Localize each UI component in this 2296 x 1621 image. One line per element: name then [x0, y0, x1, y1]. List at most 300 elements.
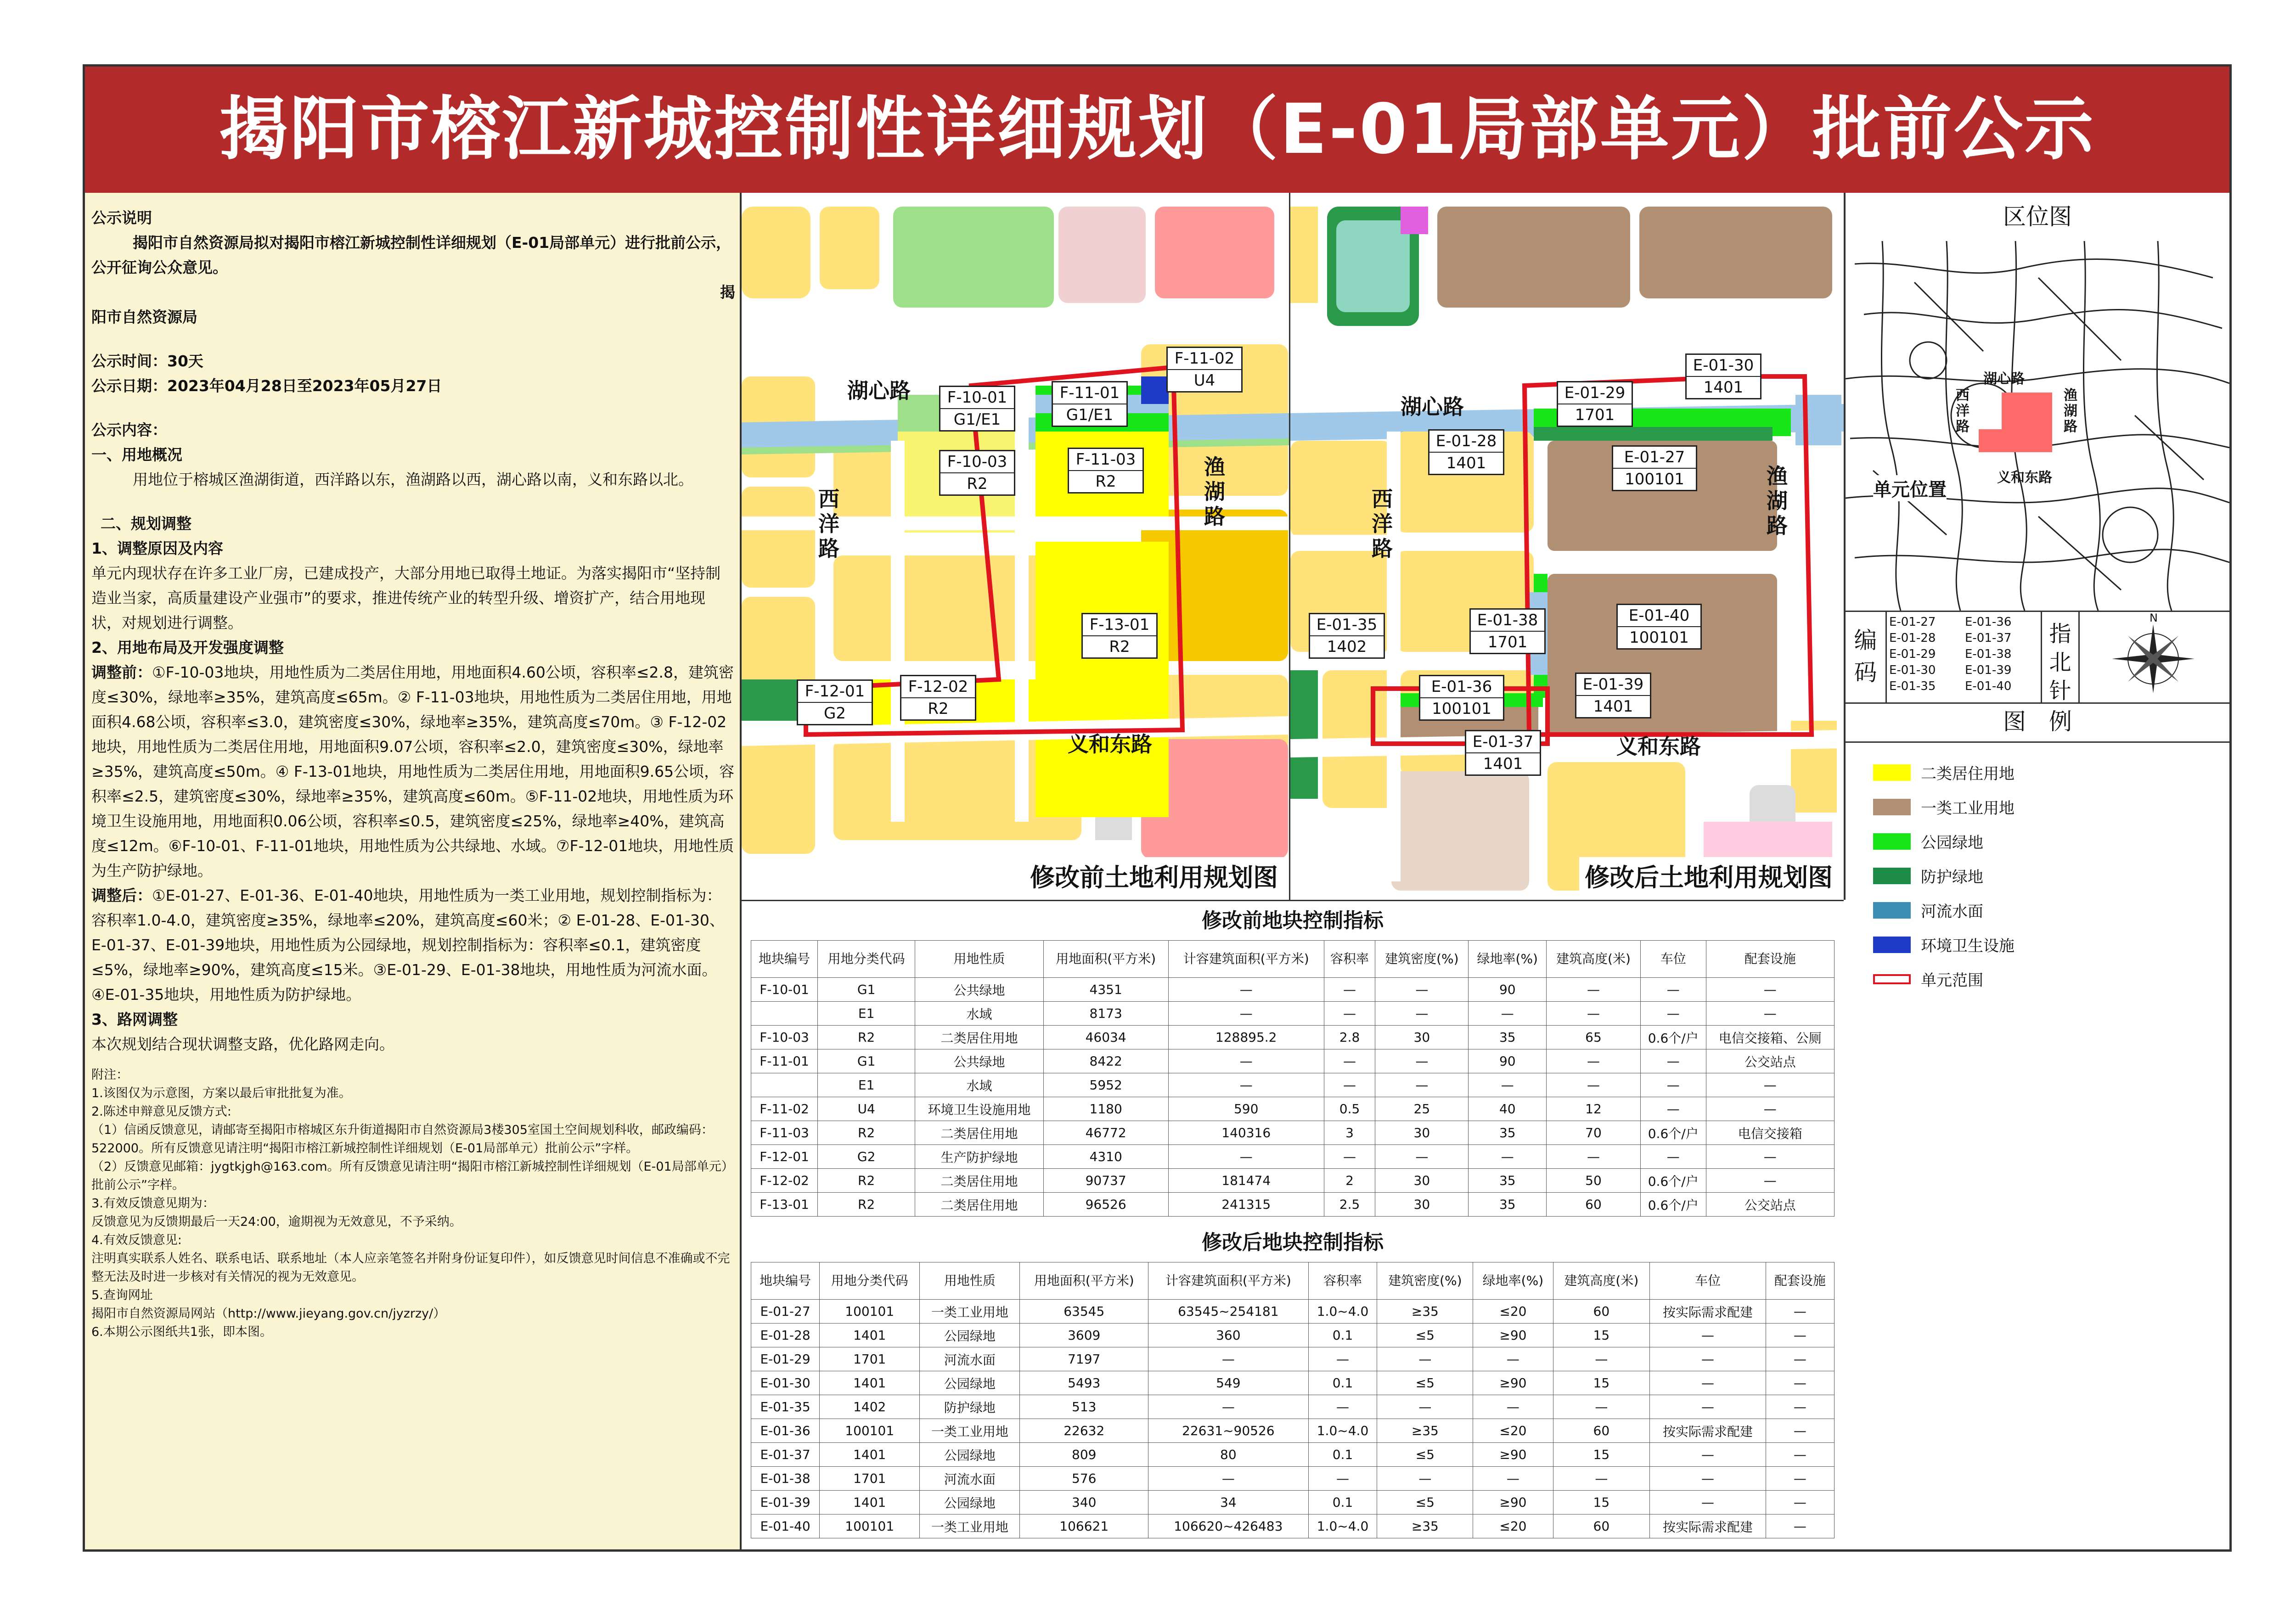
loc-road-xiyang: 西洋路: [1956, 387, 1970, 435]
parcel-use: 100101: [1432, 700, 1491, 718]
table-cell: 3: [1324, 1121, 1375, 1145]
table-cell: 1.0~4.0: [1308, 1419, 1377, 1443]
parcel-use: 1701: [1575, 406, 1615, 424]
legend-item: [1873, 962, 2015, 996]
legend-item: [1873, 927, 2015, 962]
legend-swatch: [1873, 902, 1911, 919]
table-cell: 二类居住用地: [915, 1169, 1043, 1193]
table-cell: 水域: [915, 1002, 1043, 1026]
table-cell: 46772: [1043, 1121, 1168, 1145]
table-cell: —: [1640, 978, 1706, 1002]
legend-label: 一类工业用地: [1921, 799, 2015, 818]
table-cell: —: [1375, 1073, 1469, 1097]
attachment-note: 反馈意见为反馈期最后一天24:00，逾期视为无效意见，不予采纳。: [91, 1215, 462, 1229]
table-cell: 水域: [915, 1073, 1043, 1097]
table-cell: —: [1308, 1347, 1377, 1371]
section-2-3-heading: 3、路网调整: [91, 1010, 178, 1028]
table-row: [751, 1371, 1835, 1395]
attachment-note: （2）反馈意见邮箱：jygtkjgh@163.com。所有反馈意见请注明“揭阳市榕江新城控制性详细规划（E-01局部单元）批前公示”字样。: [91, 1160, 734, 1192]
table-cell: 15: [1553, 1443, 1650, 1467]
table-cell: 1180: [1043, 1097, 1168, 1121]
table-cell: 0.5: [1324, 1097, 1375, 1121]
parcel-use: U4: [1193, 371, 1216, 390]
table-cell: —: [1469, 1002, 1547, 1026]
table-row: [751, 1002, 1835, 1026]
table-cell: 106620~426483: [1148, 1514, 1309, 1538]
loc-road-huxin: 湖心路: [1983, 371, 2025, 387]
table-cell: 0.6个/户: [1640, 1193, 1706, 1217]
parcel-label: [797, 679, 873, 725]
table-cell: 二类居住用地: [915, 1121, 1043, 1145]
road-label-yuhu: 渔湖路: [1204, 454, 1225, 529]
table-cell: 90: [1469, 978, 1547, 1002]
attachment-note: 4.有效反馈意见:: [91, 1233, 182, 1247]
table-cell: E-01-29: [751, 1347, 820, 1371]
attachment-heading: 附注：: [91, 1068, 129, 1082]
table-cell: —: [1640, 1002, 1706, 1026]
parcel-use: 1401: [1446, 454, 1486, 472]
table-row: [751, 1395, 1835, 1419]
table-cell: ≤5: [1377, 1443, 1473, 1467]
table-cell: ≤20: [1473, 1300, 1553, 1324]
table-cell: 1401: [820, 1491, 920, 1514]
table-cell: [751, 1073, 818, 1097]
table-cell: ≥35: [1377, 1419, 1473, 1443]
table-cell: 7197: [1020, 1347, 1148, 1371]
table-after: [751, 1262, 1835, 1538]
north-letter: N: [2150, 611, 2158, 624]
table-cell: 60: [1553, 1419, 1650, 1443]
table-header-cell: 用地分类代码: [820, 1262, 920, 1300]
attachment-note: 1.该图仅为示意图，方案以最后审批批复为准。: [91, 1086, 351, 1100]
table-cell: —: [1377, 1347, 1473, 1371]
table-cell: E-01-35: [751, 1395, 820, 1419]
table-row: [751, 978, 1835, 1002]
table-cell: 1401: [820, 1371, 920, 1395]
table-cell: 100101: [820, 1514, 920, 1538]
parcel-label: [939, 386, 1015, 432]
notice-panel: [85, 193, 742, 1549]
table-cell: 25: [1375, 1097, 1469, 1121]
legend-item: [1873, 824, 2015, 858]
legend-label: 环境卫生设施: [1921, 937, 2015, 955]
table-row: [751, 1145, 1835, 1169]
table-row: [751, 1169, 1835, 1193]
table-cell: ≥35: [1377, 1300, 1473, 1324]
table-cell: 1401: [820, 1443, 920, 1467]
table-cell: —: [1706, 1002, 1834, 1026]
parcel-code-item: E-01-40: [1965, 679, 2012, 693]
parcel-code: F-12-02: [901, 676, 975, 698]
code-box: [1846, 611, 2229, 704]
table-cell: —: [1766, 1419, 1834, 1443]
table-cell: 公园绿地: [920, 1443, 1020, 1467]
table-header-cell: 计容建筑面积(平方米): [1148, 1262, 1309, 1300]
legend-title: 图 例: [1846, 702, 2229, 743]
parcel-code-item: E-01-28: [1889, 631, 1936, 645]
parcel-use: 1401: [1483, 755, 1523, 773]
table-cell: ≥90: [1473, 1443, 1553, 1467]
table-cell: —: [1553, 1467, 1650, 1491]
table-cell: 60: [1553, 1300, 1650, 1324]
table-cell: 63545~254181: [1148, 1300, 1309, 1324]
table-cell: —: [1650, 1443, 1766, 1467]
parcel-code-item: E-01-36: [1965, 615, 2012, 629]
legend-label: 公园绿地: [1921, 834, 1983, 852]
table-cell: 40: [1469, 1097, 1547, 1121]
legend-item: [1873, 790, 2015, 824]
table-cell: —: [1547, 978, 1641, 1002]
parcel-label: [1465, 730, 1541, 776]
notice-heading: 公示说明: [91, 209, 152, 227]
section-2-2-heading: 2、用地布局及开发强度调整: [91, 639, 284, 656]
table-header-cell: 配套设施: [1706, 941, 1834, 978]
table-cell: —: [1650, 1371, 1766, 1395]
table-cell: 241315: [1168, 1193, 1324, 1217]
table-cell: 二类居住用地: [915, 1026, 1043, 1049]
table-cell: —: [1650, 1467, 1766, 1491]
attachment-note: 3.有效反馈意见期为：: [91, 1196, 215, 1211]
table-row: [751, 1467, 1835, 1491]
table-after-title: 修改后地块控制指标: [1202, 1231, 1384, 1254]
notice-intro: 揭阳市自然资源局拟对揭阳市榕江新城控制性详细规划（E-01局部单元）进行批前公示，公开征询公众意见。: [91, 234, 732, 276]
table-header-cell: 车位: [1640, 941, 1706, 978]
table-cell: —: [1375, 1049, 1469, 1073]
table-cell: —: [1766, 1467, 1834, 1491]
table-cell: 100101: [820, 1300, 920, 1324]
map-after: [1290, 193, 1844, 900]
table-cell: 公园绿地: [920, 1491, 1020, 1514]
table-cell: 0.6个/户: [1640, 1026, 1706, 1049]
side-panel: [1844, 193, 2229, 990]
table-cell: 8173: [1043, 1002, 1168, 1026]
parcel-label: [1068, 448, 1144, 494]
table-cell: 5493: [1020, 1371, 1148, 1395]
attachment-note: 注明真实联系人姓名、联系电话、联系地址（本人应亲笔签名并附身份证复印件），如反馈意见时间信息不准确或不完整无法及时进一步核对有关情况的视为无效意见。: [91, 1251, 730, 1284]
loc-road-yuhu: 渔湖路: [2064, 387, 2077, 435]
table-cell: E-01-36: [751, 1419, 820, 1443]
table-cell: —: [1377, 1395, 1473, 1419]
table-cell: 35: [1469, 1026, 1547, 1049]
table-cell: 181474: [1168, 1169, 1324, 1193]
parcel-label: [1428, 429, 1504, 475]
road-label-yuhu: 渔湖路: [1767, 464, 1788, 538]
table-header-cell: 用地面积(平方米): [1020, 1262, 1148, 1300]
parcel-code-item: E-01-27: [1889, 615, 1936, 629]
table-cell: 15: [1553, 1324, 1650, 1347]
table-cell: 公园绿地: [920, 1324, 1020, 1347]
table-header-cell: 车位: [1650, 1262, 1766, 1300]
parcel-code-item: E-01-38: [1965, 647, 2012, 661]
parcel-code: F-12-01: [798, 681, 872, 703]
parcel-code: E-01-37: [1466, 731, 1540, 753]
parcel-use: G2: [824, 704, 846, 723]
table-cell: 65: [1547, 1026, 1641, 1049]
section-2-heading: 二、规划调整: [101, 515, 191, 533]
before-text: ①F-10-03地块，用地性质为二类居住用地，用地面积4.60公顷，容积率≤2.8，建筑密度≤30%，绿地率≥35%，建筑高度≤65m。② F-11-03地块，用地性质为二类居住用地，用地面积4.68公顷，容积率≤3.0，建筑密度≤30%，绿地率≥35%，建筑高度≤70m。③ F-12-02地块，用地性质为二类居住用地，用地面积9.07公顷，容积率≤2.0，建筑密度≤30%，绿地率≥35%，建筑高度≤50m。④ F-13-01地块，用地性质为二类居住用地，用地面积9.65公顷，容积率≤2.5，建筑密度≤30%，绿地率≥35%，建筑高度≤60m。⑤F-11-02地块，用地性质为环境卫生设施用地，用地面积0.06公顷，容积率≤0.5，建筑密度≤25%，绿地率≥40%，建筑高度≤12m。⑥F-10-01、F-11-01地块，用地性质为公共绿地、水域。⑦F-12-01地块，用地性质为生产防护绿地。: [91, 663, 735, 880]
table-cell: —: [1766, 1371, 1834, 1395]
table-header-cell: 建筑密度(%): [1375, 941, 1469, 978]
table-cell: —: [1650, 1347, 1766, 1371]
table-cell: 30: [1375, 1121, 1469, 1145]
table-cell: 809: [1020, 1443, 1148, 1467]
table-cell: —: [1375, 978, 1469, 1002]
parcel-label: [1469, 608, 1546, 654]
table-header-cell: 用地面积(平方米): [1043, 941, 1168, 978]
table-cell: 30: [1375, 1193, 1469, 1217]
road-label-xiyang: 西洋路: [1372, 487, 1393, 561]
table-cell: 60: [1553, 1514, 1650, 1538]
loc-road-yihe: 义和东路: [1997, 470, 2052, 486]
tables-panel: [742, 900, 1844, 1551]
table-cell: 0.6个/户: [1640, 1169, 1706, 1193]
table-cell: 35: [1469, 1169, 1547, 1193]
table-cell: F-12-02: [751, 1169, 818, 1193]
code-list: [1889, 614, 2041, 695]
table-cell: —: [1308, 1395, 1377, 1419]
before-label: 调整前：: [91, 663, 152, 681]
table-cell: —: [1473, 1467, 1553, 1491]
table-cell: 15: [1553, 1491, 1650, 1514]
table-cell: 1701: [820, 1467, 920, 1491]
attachment-note: 6.本期公示图纸共1张，即本图。: [91, 1325, 272, 1339]
table-cell: —: [1168, 1145, 1324, 1169]
table-cell: —: [1766, 1514, 1834, 1538]
table-cell: 公园绿地: [920, 1371, 1020, 1395]
table-cell: 106621: [1020, 1514, 1148, 1538]
table-header-cell: 用地性质: [920, 1262, 1020, 1300]
legend-swatch: [1873, 764, 1911, 781]
parcel-code: E-01-39: [1576, 674, 1650, 696]
table-cell: 按实际需求配建: [1650, 1419, 1766, 1443]
table-header-cell: 建筑密度(%): [1377, 1262, 1473, 1300]
table-cell: F-10-01: [751, 978, 818, 1002]
table-cell: 96526: [1043, 1193, 1168, 1217]
table-cell: 22632: [1020, 1419, 1148, 1443]
table-cell: 1701: [820, 1347, 920, 1371]
table-cell: ≥35: [1377, 1514, 1473, 1538]
table-cell: ≥90: [1473, 1371, 1553, 1395]
table-row: [751, 1073, 1835, 1097]
table-cell: 2: [1324, 1169, 1375, 1193]
table-cell: —: [1377, 1467, 1473, 1491]
attachment-note: 揭阳市自然资源局网站（http://www.jieyang.gov.cn/jyzrzy/）: [91, 1307, 446, 1321]
table-header-cell: 配套设施: [1766, 1262, 1834, 1300]
table-cell: —: [1324, 978, 1375, 1002]
attachment-note: 5.查询网址: [91, 1288, 153, 1302]
table-cell: 二类居住用地: [915, 1193, 1043, 1217]
parcel-use: 100101: [1629, 628, 1689, 647]
table-cell: 1.0~4.0: [1308, 1300, 1377, 1324]
table-cell: 8422: [1043, 1049, 1168, 1073]
table-cell: 90737: [1043, 1169, 1168, 1193]
table-cell: 0.6个/户: [1640, 1121, 1706, 1145]
table-header-cell: 绿地率(%): [1469, 941, 1547, 978]
table-cell: ≥90: [1473, 1324, 1553, 1347]
table-cell: —: [1766, 1324, 1834, 1347]
table-cell: 4351: [1043, 978, 1168, 1002]
table-cell: 140316: [1168, 1121, 1324, 1145]
table-cell: 100101: [820, 1419, 920, 1443]
legend-label: 单元范围: [1921, 971, 1983, 990]
table-cell: 公交站点: [1706, 1049, 1834, 1073]
parcel-code: E-01-29: [1558, 382, 1632, 404]
table-cell: —: [1547, 1073, 1641, 1097]
table-cell: 90: [1469, 1049, 1547, 1073]
table-cell: ≤5: [1377, 1491, 1473, 1514]
table-cell: 0.1: [1308, 1491, 1377, 1514]
parcel-use: 100101: [1625, 470, 1684, 488]
table-cell: —: [1553, 1347, 1650, 1371]
parcel-label: [1309, 613, 1385, 659]
table-cell: 30: [1375, 1026, 1469, 1049]
parcel-use: R2: [1095, 472, 1116, 491]
parcel-use: 1402: [1327, 638, 1367, 656]
table-cell: ≤20: [1473, 1419, 1553, 1443]
legend-label: 河流水面: [1921, 903, 1983, 921]
table-cell: E-01-28: [751, 1324, 820, 1347]
table-cell: 电信交接箱: [1706, 1121, 1834, 1145]
table-cell: —: [1148, 1347, 1309, 1371]
parcel-label: [1616, 604, 1702, 650]
legend-swatch: [1873, 799, 1911, 815]
table-cell: ≥90: [1473, 1491, 1553, 1514]
table-cell: —: [1766, 1491, 1834, 1514]
location-map: [1846, 241, 2229, 612]
table-cell: 80: [1148, 1443, 1309, 1467]
parcel-use: R2: [967, 475, 988, 493]
parcel-code: E-01-36: [1420, 676, 1503, 698]
table-cell: 0.1: [1308, 1324, 1377, 1347]
table-cell: —: [1473, 1395, 1553, 1419]
table-row: [751, 1514, 1835, 1538]
location-map-title: 区位图: [1846, 193, 2229, 242]
table-cell: —: [1640, 1097, 1706, 1121]
location-map-drawing: [1846, 241, 2229, 611]
table-cell: —: [1469, 1145, 1547, 1169]
table-row: [751, 1491, 1835, 1514]
parcel-label: [1052, 381, 1128, 427]
parcel-code: E-01-40: [1618, 605, 1700, 627]
section-1-text: 用地位于榕城区渔湖街道，西洋路以东，渔湖路以西，湖心路以南，义和东路以北。: [133, 471, 693, 488]
parcel-use: 1401: [1703, 378, 1744, 397]
table-cell: 1401: [820, 1324, 920, 1347]
parcel-label: [1685, 353, 1761, 399]
parcel-code: E-01-38: [1471, 610, 1544, 632]
table-cell: —: [1148, 1395, 1309, 1419]
table-cell: —: [1547, 1049, 1641, 1073]
table-row: [751, 1193, 1835, 1217]
legend-item: [1873, 858, 2015, 893]
table-cell: 15: [1553, 1371, 1650, 1395]
table-cell: 按实际需求配建: [1650, 1514, 1766, 1538]
after-text: ①E-01-27、E-01-36、E-01-40地块，用地性质为一类工业用地，规划控制指标为：容积率1.0-4.0，建筑密度≥35%，绿地率≤20%，建筑高度≤60米；② E-01-28、E-01-30、E-01-37、E-01-39地块，用地性质为公园绿地，规划控制指标为：容积率≤0.1，建筑密度≤5%，绿地率≥90%，建筑高度≤15米。③E-01-29、E-01-38地块，用地性质为河流水面。④E-01-35地块，用地性质为防护绿地。: [91, 886, 725, 1004]
table-row: [751, 1097, 1835, 1121]
table-cell: —: [1706, 1169, 1834, 1193]
after-label: 调整后：: [91, 886, 152, 904]
road-label-huxin: 湖心路: [847, 378, 911, 403]
table-cell: E1: [818, 1002, 915, 1026]
table-row: [751, 1347, 1835, 1371]
map-before: [742, 193, 1290, 900]
table-cell: 电信交接箱、公厕: [1706, 1026, 1834, 1049]
page-title: 揭阳市榕江新城控制性详细规划（E-01局部单元）批前公示: [85, 67, 2229, 193]
attachment-list: [91, 1084, 735, 1341]
table-cell: —: [1324, 1049, 1375, 1073]
table-cell: —: [1168, 1002, 1324, 1026]
table-cell: [751, 1002, 818, 1026]
table-cell: E-01-38: [751, 1467, 820, 1491]
parcel-label: [1557, 381, 1633, 427]
table-cell: 2.5: [1324, 1193, 1375, 1217]
parcel-code: F-11-01: [1053, 382, 1126, 404]
table-cell: 公共绿地: [915, 1049, 1043, 1073]
table-cell: R2: [818, 1026, 915, 1049]
table-cell: 河流水面: [920, 1347, 1020, 1371]
parcel-code-item: E-01-37: [1965, 631, 2012, 645]
parcel-code: F-13-01: [1083, 614, 1156, 636]
table-cell: ≤5: [1377, 1324, 1473, 1347]
table-cell: 5952: [1043, 1073, 1168, 1097]
road-label-yihe: 义和东路: [1616, 734, 1701, 759]
table-cell: —: [1706, 978, 1834, 1002]
road-label-yihe: 义和东路: [1068, 732, 1152, 757]
table-cell: 360: [1148, 1324, 1309, 1347]
table-header-cell: 用地分类代码: [818, 941, 915, 978]
table-before-title: 修改前地块控制指标: [1202, 909, 1384, 932]
table-cell: R2: [818, 1169, 915, 1193]
north-arrow-icon: [2084, 615, 2222, 698]
table-cell: 513: [1020, 1395, 1148, 1419]
parcel-code: F-11-03: [1069, 449, 1142, 471]
table-header-cell: 绿地率(%): [1473, 1262, 1553, 1300]
table-cell: 35: [1469, 1193, 1547, 1217]
table-cell: 一类工业用地: [920, 1514, 1020, 1538]
table-cell: R2: [818, 1121, 915, 1145]
content-heading: 公示内容：: [91, 421, 167, 439]
attachment-note: 2.陈述申辩意见反馈方式:: [91, 1105, 231, 1119]
table-cell: —: [1766, 1443, 1834, 1467]
table-cell: —: [1168, 978, 1324, 1002]
table-cell: ≤5: [1377, 1371, 1473, 1395]
north-arrow-label: 指北针: [2041, 611, 2080, 702]
parcel-code: F-10-03: [940, 451, 1014, 473]
table-cell: 22631~90526: [1148, 1419, 1309, 1443]
table-cell: F-13-01: [751, 1193, 818, 1217]
table-cell: —: [1766, 1347, 1834, 1371]
code-label: 编码: [1846, 611, 1887, 702]
table-cell: 34: [1148, 1491, 1309, 1514]
table-cell: 1.0~4.0: [1308, 1514, 1377, 1538]
parcel-use: G1/E1: [953, 410, 1001, 429]
table-header-cell: 地块编号: [751, 941, 818, 978]
table-cell: E-01-30: [751, 1371, 820, 1395]
table-header-cell: 建筑高度(米): [1553, 1262, 1650, 1300]
table-cell: —: [1547, 1002, 1641, 1026]
parcel-label: [1166, 347, 1243, 393]
table-cell: —: [1640, 1145, 1706, 1169]
parcel-use: G1/E1: [1066, 406, 1114, 424]
table-cell: —: [1473, 1347, 1553, 1371]
table-cell: G1: [818, 978, 915, 1002]
table-cell: —: [1650, 1324, 1766, 1347]
table-cell: —: [1324, 1145, 1375, 1169]
table-cell: —: [1547, 1145, 1641, 1169]
parcel-code-item: E-01-30: [1889, 663, 1936, 677]
table-cell: —: [1375, 1145, 1469, 1169]
table-cell: 30: [1375, 1169, 1469, 1193]
table-row: [751, 1300, 1835, 1324]
